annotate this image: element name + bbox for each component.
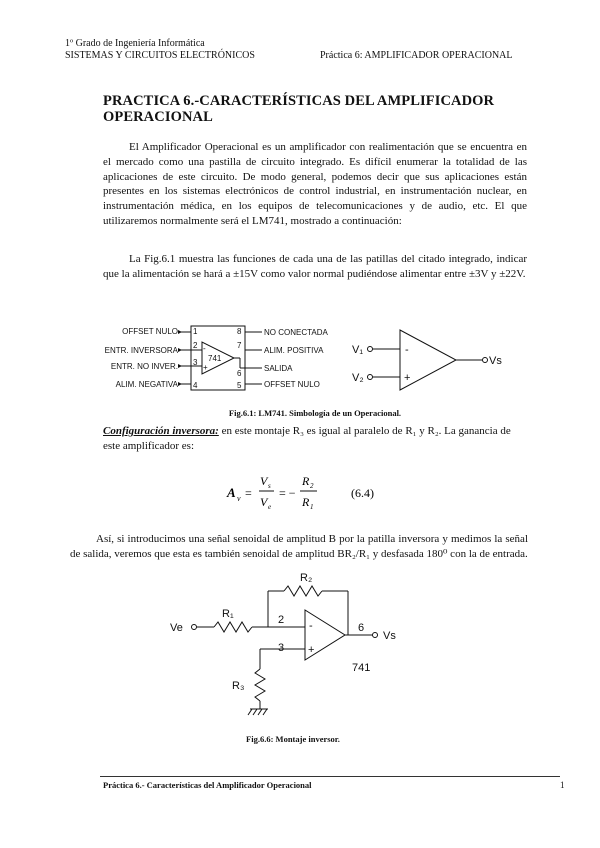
r2-resistor <box>284 586 322 596</box>
label-salida: SALIDA <box>264 364 293 373</box>
lm741-pinout-figure <box>100 318 540 408</box>
vs-label: Vs <box>489 355 502 367</box>
course-name: 1º Grado de Ingeniería Informática <box>65 38 205 49</box>
inversora-paragraph <box>103 424 527 454</box>
eq-lhs: A <box>227 485 236 500</box>
pin-6: 6 <box>237 369 242 378</box>
inv-chip-label: 741 <box>352 662 371 674</box>
pin-4: 4 <box>193 381 198 390</box>
r1-resistor <box>214 622 252 632</box>
pin-5: 5 <box>237 381 242 390</box>
chip-label: 741 <box>208 354 222 363</box>
pin-1: 1 <box>193 327 198 336</box>
ve-label: Ve <box>170 622 183 634</box>
label-alim-positiva: ALIM. POSITIVA <box>264 346 324 355</box>
eq-den1-sub: e <box>268 503 272 511</box>
eq-equals-2: = − <box>279 486 296 500</box>
inv-vs-label: Vs <box>383 630 396 642</box>
r3-label: R₃ <box>232 680 245 692</box>
eq-num1-sub: s <box>268 482 271 490</box>
label-entr-no-inver: ENTR. NO INVER. <box>110 362 178 371</box>
eq-den1: V <box>260 495 268 509</box>
label-offset-nulo-left: OFFSET NULO <box>122 327 178 336</box>
fig2-caption: Fig.6.6: Montaje inversor. <box>246 734 340 744</box>
eq-lhs-sub: v <box>237 494 241 503</box>
eq-den2-sub: 1 <box>310 503 314 511</box>
pin3-label: 3 <box>278 642 285 654</box>
eq-equals-1: = <box>245 486 252 500</box>
pin2-label: 2 <box>278 614 285 626</box>
inverter-circuit-figure <box>160 565 420 725</box>
footer-text: Práctica 6.- Características del Amplificador Operacional <box>103 780 312 790</box>
r2-label: R₂ <box>300 572 313 584</box>
practice-name: Práctica 6: AMPLIFICADOR OPERACIONAL <box>320 50 513 61</box>
pin-3: 3 <box>193 358 198 367</box>
r3-resistor <box>255 669 265 701</box>
fig1-caption: Fig.6.1: LM741. Simbología de un Operacional. <box>228 408 402 418</box>
pin-7: 7 <box>237 341 242 350</box>
eq-num1: V <box>260 474 268 488</box>
intro-paragraph: El Amplificador Operacional es un amplificador con realimentación que se encuentra en el mercado como una pastilla de circuito integrado. Es difícil enumerar la totalidad de las aplicaciones de este circuito. De modo general, podemos decir que sus aplicaciones están presentes en los sistemas electrónicos de control industrial, en instrumentación nuclear, en instrumentación médica, en los equipos de telecomunicaciones y de audio, etc. El que utilizaremos normalmente será el LM741, mostrado a continuación: <box>103 141 527 227</box>
opamp-plus: + <box>404 372 411 384</box>
inversora-text: en este montaje R₃ es igual al paralelo de R₁ y R₂. La ganancia de este amplificador es: <box>103 425 511 452</box>
eq-den2: R <box>302 495 310 509</box>
gain-equation <box>225 472 405 516</box>
eq-num2: R <box>302 474 310 488</box>
page-number: 1 <box>560 780 565 790</box>
label-no-conectada: NO CONECTADA <box>264 328 328 337</box>
footer-rule <box>100 776 560 777</box>
eq-number: (6.4) <box>351 486 374 500</box>
pin-8: 8 <box>237 327 242 336</box>
pins-paragraph: La Fig.6.1 muestra las funciones de cada una de las patillas del citado integrado, indicar que la alimentación se hará a ±15V como valor normal pudiéndose alimentar entre ±3V y ±22V. <box>103 253 527 280</box>
page-title: PRACTICA 6.-CARACTERÍSTICAS DEL AMPLIFICADOR OPERACIONAL <box>103 93 495 125</box>
inv-plus: + <box>308 644 315 656</box>
senoidal-paragraph: Así, si introducimos una señal senoidal de amplitud B por la patilla inversora y medimos la señal de salida, veremos que esta es también senoidal de amplitud BR₂/R₁ y desfasada 180⁰ con la de entrada. <box>70 533 528 560</box>
r1-label: R₁ <box>222 608 234 620</box>
chip-minus: - <box>203 344 206 353</box>
v2-label: V₂ <box>352 372 364 384</box>
pin6-label: 6 <box>358 622 365 634</box>
eq-num2-sub: 2 <box>310 482 314 490</box>
pin-2: 2 <box>193 341 198 350</box>
opamp-minus: - <box>405 344 409 356</box>
subject-name: SISTEMAS Y CIRCUITOS ELECTRÓNICOS <box>65 50 255 61</box>
label-alim-negativa: ALIM. NEGATIVA <box>115 380 178 389</box>
chip-plus: + <box>203 363 208 372</box>
inv-minus: - <box>309 620 313 632</box>
label-entr-inversora: ENTR. INVERSORA <box>104 346 178 355</box>
inversora-heading: Configuración inversora: <box>103 425 219 437</box>
label-offset-nulo-right: OFFSET NULO <box>264 380 320 389</box>
v1-label: V₁ <box>352 344 364 356</box>
